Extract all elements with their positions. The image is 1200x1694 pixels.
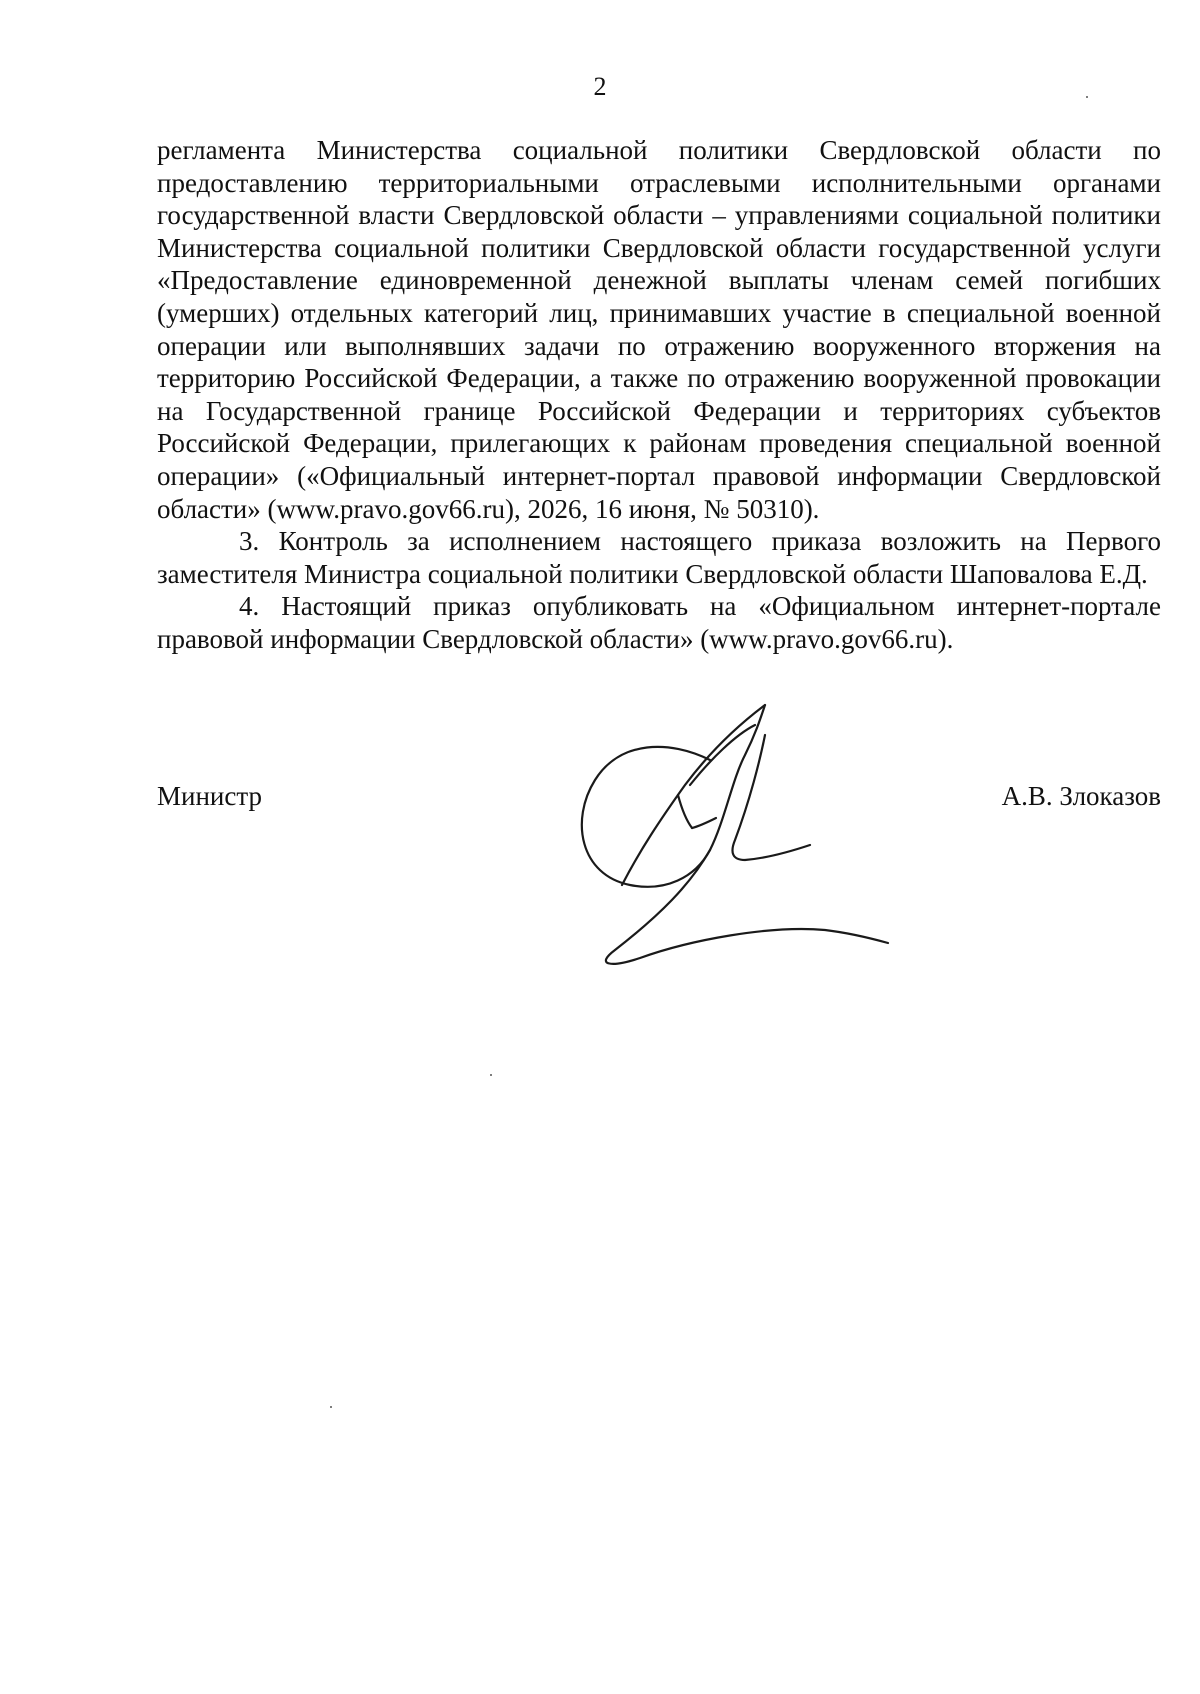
paragraph-3: 3. Контроль за исполнением настоящего приказа возложить на Первого заместителя Министра социальной политики Свердловской области Шаповалова Е.Д. bbox=[157, 526, 1161, 589]
document-body bbox=[157, 134, 1161, 656]
signatory-title: Министр bbox=[157, 781, 262, 811]
paragraph-continuation: регламента Министерства социальной политики Свердловской области по предоставлению территориальными отраслевыми исполнительными органами государственной власти Свердловской области – управлениями социальной политики Министерства социальной политики Свердловской области государственной услуги «Предоставление единовременной денежной выплаты членам семей погибших (умерших) отдельных категорий лиц, принимавших участие в специальной военной операции или выполнявших задачи по отражению вооруженного вторжения на территорию Российской Федерации, а также по отражению вооруженной провокации на Государственной границе Российской Федерации и территориях субъектов Российской Федерации, прилегающих к районам проведения специальной военной операции» («Официальный интернет-портал правовой информации Свердловской области» (www.pravo.gov66.ru), 2026, 16 июня, № 50310). bbox=[157, 135, 1161, 524]
handwritten-signature bbox=[560, 700, 920, 1060]
page-number: 2 bbox=[593, 72, 607, 101]
scan-speck bbox=[490, 1074, 492, 1076]
signatory-name: А.В. Злоказов bbox=[1001, 781, 1161, 811]
paragraph-4: 4. Настоящий приказ опубликовать на «Официальном интернет-портале правовой информации Свердловской области» (www.pravo.gov66.ru). bbox=[157, 591, 1161, 654]
scan-speck bbox=[1086, 96, 1088, 98]
scan-speck bbox=[330, 1406, 332, 1408]
